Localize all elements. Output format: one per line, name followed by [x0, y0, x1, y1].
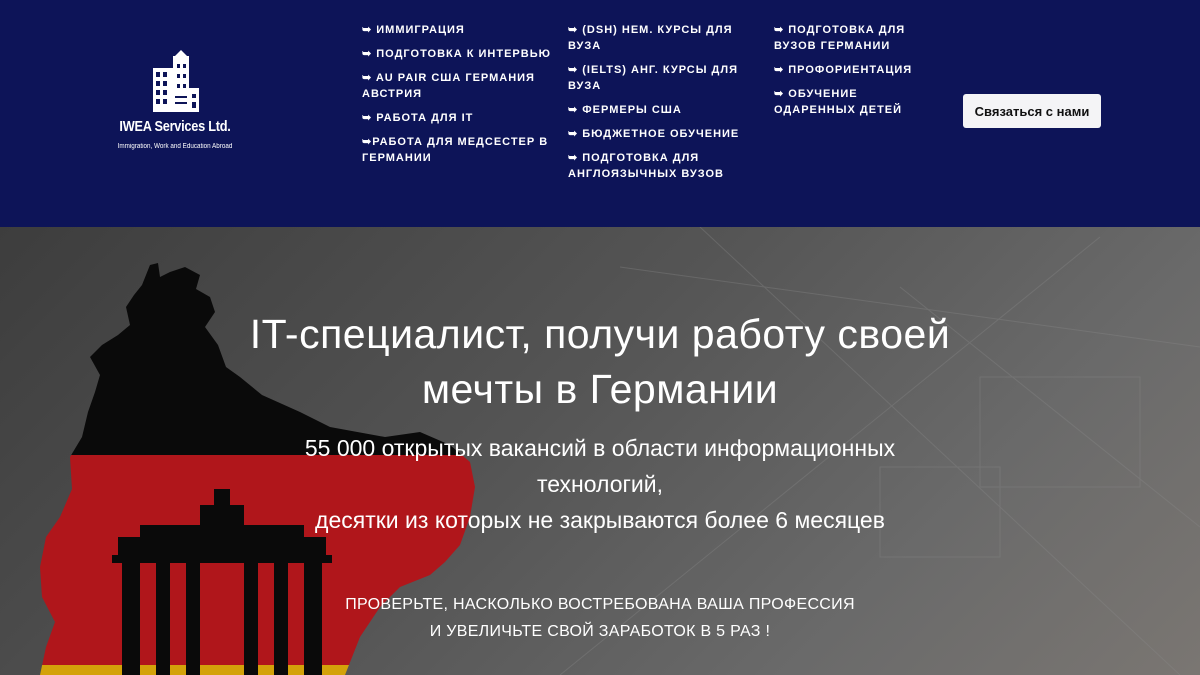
menu-item-it-jobs[interactable]: ➥ РАБОТА ДЛЯ IT [362, 112, 474, 124]
menu-column-2 [568, 22, 748, 190]
menu-column-3 [774, 22, 934, 126]
hero-sub-line-2: технологий, [537, 471, 663, 497]
menu-item-german-universities[interactable]: ➥ ПОДГОТОВКА ДЛЯ ВУЗОВ ГЕРМАНИИ [774, 24, 906, 52]
menu-item-farmers-usa[interactable]: ➥ ФЕРМЕРЫ США [568, 104, 682, 116]
menu-column-1 [362, 22, 552, 174]
hero-title-line-2: мечты в Германии [421, 366, 779, 412]
hero-title [150, 307, 1050, 417]
hero-cta-line-1: ПРОВЕРЬТЕ, НАСКОЛЬКО ВОСТРЕБОВАНА ВАША ПРОФЕССИЯ [345, 596, 855, 613]
logo[interactable] [100, 50, 250, 170]
menu-item-english-universities[interactable]: ➥ ПОДГОТОВКА ДЛЯ АНГЛОЯЗЫЧНЫХ ВУЗОВ [568, 152, 724, 180]
menu-item-au-pair[interactable]: ➥ AU PAIR США ГЕРМАНИЯ АВСТРИЯ [362, 72, 535, 100]
hero-subtitle [250, 430, 950, 538]
menu-item-immigration[interactable]: ➥ ИММИГРАЦИЯ [362, 24, 465, 36]
menu-item-gifted-children[interactable]: ➥ ОБУЧЕНИЕ ОДАРЕННЫХ ДЕТЕЙ [774, 88, 903, 116]
menu-item-dsh-courses[interactable]: ➥ (DSH) НЕМ. КУРСЫ ДЛЯ ВУЗА [568, 24, 733, 52]
menu-item-career-guidance[interactable]: ➥ ПРОФОРИЕНТАЦИЯ [774, 64, 913, 76]
menu-item-budget-study[interactable]: ➥ БЮДЖЕТНОЕ ОБУЧЕНИЕ [568, 128, 740, 140]
menu-item-interview-prep[interactable]: ➥ ПОДГОТОВКА К ИНТЕРВЬЮ [362, 48, 551, 60]
hero-sub-line-3: десятки из которых не закрываются более 6 месяцев [315, 507, 885, 533]
logo-tagline: Immigration, Work and Education Abroad [117, 143, 233, 150]
hero-cta-line-2: И УВЕЛИЧЬТЕ СВОЙ ЗАРАБОТОК В 5 РАЗ ! [429, 623, 771, 640]
hero-section [0, 227, 1200, 675]
menu-item-ielts-courses[interactable]: ➥ (IELTS) АНГ. КУРСЫ ДЛЯ ВУЗА [568, 64, 738, 92]
contact-us-button[interactable]: Связаться с нами [963, 94, 1101, 128]
hero-sub-line-1: 55 000 открытых вакансий в области информационных [304, 435, 896, 461]
menu-item-nurse-jobs[interactable]: ➥РАБОТА ДЛЯ МЕДСЕСТЕР В ГЕРМАНИИ [362, 136, 549, 164]
site-header [0, 0, 1200, 227]
hero-cta-text [250, 591, 950, 645]
hero-title-line-1: IT-специалист, получи работу своей [249, 311, 951, 357]
building-icon [149, 50, 201, 112]
logo-name: IWEA Services Ltd. [119, 118, 231, 135]
